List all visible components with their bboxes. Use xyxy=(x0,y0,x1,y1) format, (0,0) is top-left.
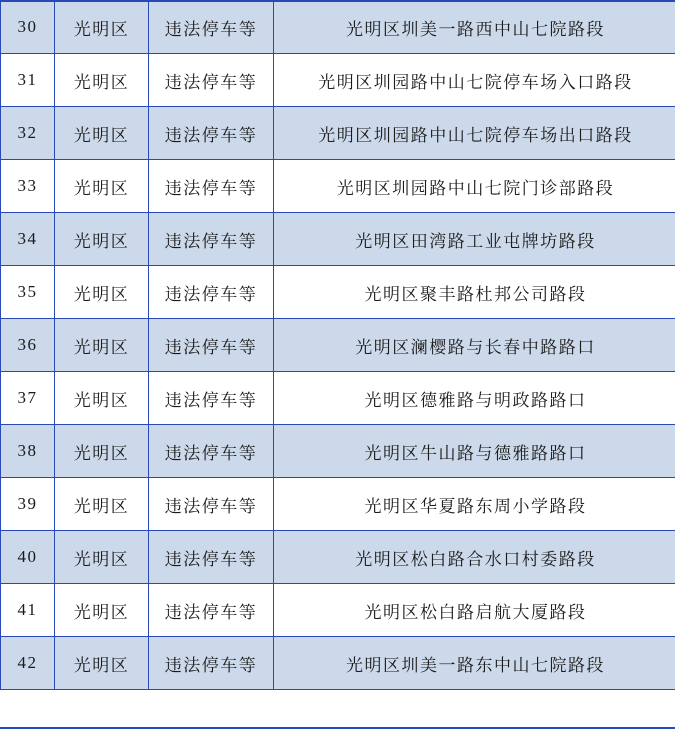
row-location-cell: 光明区圳美一路东中山七院路段 xyxy=(274,637,675,690)
row-violation-cell: 违法停车等 xyxy=(149,478,274,531)
row-violation-cell: 违法停车等 xyxy=(149,54,274,107)
row-index-cell: 36 xyxy=(1,319,55,372)
row-violation-cell: 违法停车等 xyxy=(149,637,274,690)
row-location-cell: 光明区圳园路中山七院门诊部路段 xyxy=(274,160,675,213)
row-index-cell: 42 xyxy=(1,637,55,690)
table-row xyxy=(1,372,675,425)
row-district-cell: 光明区 xyxy=(55,637,149,690)
row-district-cell: 光明区 xyxy=(55,1,149,54)
row-index-cell: 38 xyxy=(1,425,55,478)
table-row xyxy=(1,160,675,213)
row-violation-cell: 违法停车等 xyxy=(149,584,274,637)
row-violation-cell: 违法停车等 xyxy=(149,266,274,319)
row-location-cell: 光明区聚丰路杜邦公司路段 xyxy=(274,266,675,319)
row-location-cell: 光明区田湾路工业屯牌坊路段 xyxy=(274,213,675,266)
row-district-cell: 光明区 xyxy=(55,584,149,637)
row-violation-cell: 违法停车等 xyxy=(149,372,274,425)
row-district-cell: 光明区 xyxy=(55,266,149,319)
row-index-cell: 41 xyxy=(1,584,55,637)
row-location-cell: 光明区圳园路中山七院停车场出口路段 xyxy=(274,107,675,160)
row-location-cell: 光明区圳园路中山七院停车场入口路段 xyxy=(274,54,675,107)
row-district-cell: 光明区 xyxy=(55,425,149,478)
table-row xyxy=(1,266,675,319)
row-location-cell: 光明区澜樱路与长春中路路口 xyxy=(274,319,675,372)
row-index-cell: 31 xyxy=(1,54,55,107)
row-index-cell: 37 xyxy=(1,372,55,425)
row-index-cell: 33 xyxy=(1,160,55,213)
row-violation-cell: 违法停车等 xyxy=(149,319,274,372)
table-row xyxy=(1,478,675,531)
row-violation-cell: 违法停车等 xyxy=(149,531,274,584)
row-district-cell: 光明区 xyxy=(55,54,149,107)
row-location-cell: 光明区牛山路与德雅路路口 xyxy=(274,425,675,478)
row-district-cell: 光明区 xyxy=(55,213,149,266)
table-row xyxy=(1,213,675,266)
row-district-cell: 光明区 xyxy=(55,372,149,425)
row-location-cell: 光明区松白路启航大厦路段 xyxy=(274,584,675,637)
table-body xyxy=(1,1,675,690)
row-district-cell: 光明区 xyxy=(55,478,149,531)
table-row xyxy=(1,425,675,478)
table-top-border xyxy=(0,0,675,2)
table-row xyxy=(1,637,675,690)
row-district-cell: 光明区 xyxy=(55,160,149,213)
table-row xyxy=(1,1,675,54)
table-row xyxy=(1,107,675,160)
row-index-cell: 39 xyxy=(1,478,55,531)
row-index-cell: 32 xyxy=(1,107,55,160)
table-row xyxy=(1,54,675,107)
table-row xyxy=(1,531,675,584)
row-location-cell: 光明区圳美一路西中山七院路段 xyxy=(274,1,675,54)
row-violation-cell: 违法停车等 xyxy=(149,425,274,478)
row-district-cell: 光明区 xyxy=(55,531,149,584)
row-index-cell: 35 xyxy=(1,266,55,319)
row-location-cell: 光明区松白路合水口村委路段 xyxy=(274,531,675,584)
row-district-cell: 光明区 xyxy=(55,319,149,372)
row-index-cell: 30 xyxy=(1,1,55,54)
table-row xyxy=(1,319,675,372)
table-row xyxy=(1,584,675,637)
row-district-cell: 光明区 xyxy=(55,107,149,160)
row-violation-cell: 违法停车等 xyxy=(149,213,274,266)
row-index-cell: 34 xyxy=(1,213,55,266)
row-violation-cell: 违法停车等 xyxy=(149,107,274,160)
row-location-cell: 光明区华夏路东周小学路段 xyxy=(274,478,675,531)
row-location-cell: 光明区德雅路与明政路路口 xyxy=(274,372,675,425)
row-index-cell: 40 xyxy=(1,531,55,584)
row-violation-cell: 违法停车等 xyxy=(149,1,274,54)
row-violation-cell: 违法停车等 xyxy=(149,160,274,213)
